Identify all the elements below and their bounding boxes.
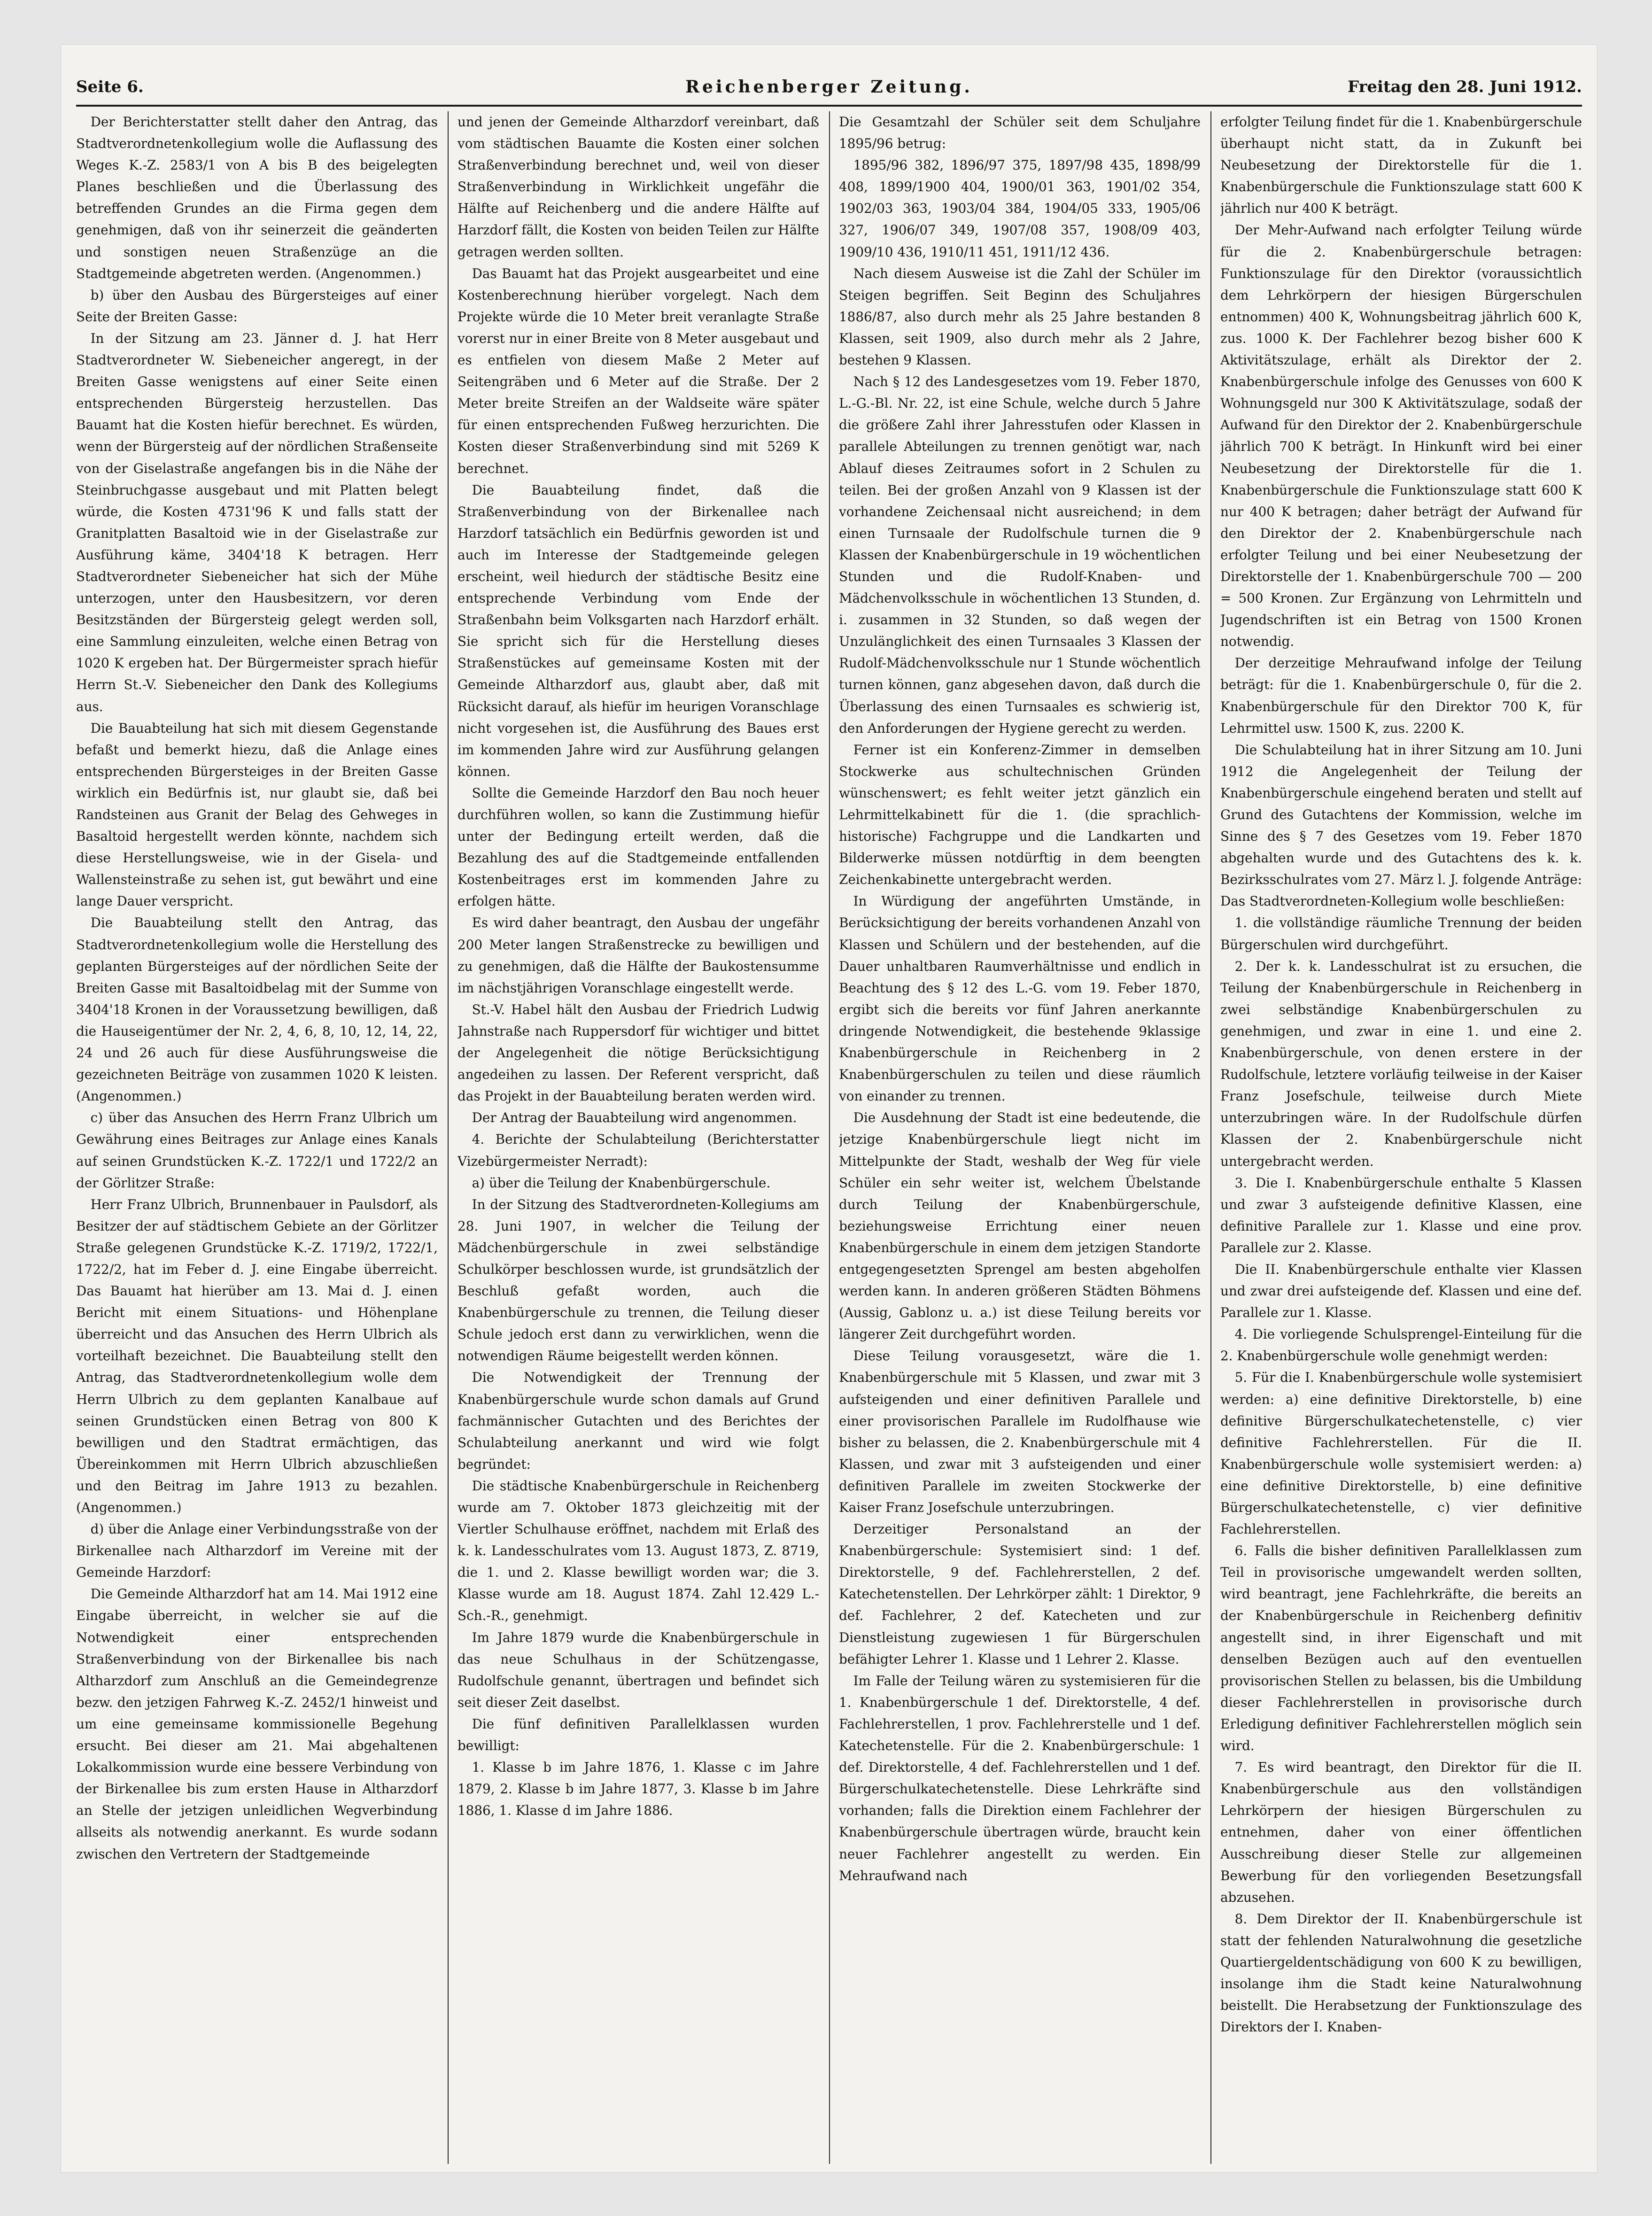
paragraph: Diese Teilung vorausgesetzt, wäre die 1. Knabenbürgerschule mit 5 Klassen, und zwar mit 3 aufsteigenden und einer definitiven Parallele und einer provisorischen Parallele im Rudolfhause wie bisher zu belassen, die 2. Knabenbürgerschule mit 4 Klassen, und zwar mit 3 aufsteigenden und einer definitiven Parallele im zweiten Stockwerke der Kaiser Franz Josefschule unterzubringen. (839, 1348, 1201, 1515)
paragraph: Derzeitiger Personalstand an der Knabenbürgerschule: Systemisiert sind: 1 def. Direktorstelle, 9 def. Fachlehrerstellen, 2 def. Katechetenstellen. Der Lehrkörper zählt: 1 Direktor, 9 def. Fachlehrer, 2 def. Katecheten und zur Dienstleistung zugewiesen 1 für Bürgerschulen befähigter Lehrer 1. Klasse und 1 Lehrer 2. Klasse. (839, 1521, 1201, 1667)
paragraph: erfolgter Teilung findet für die 1. Knabenbürgerschule überhaupt nicht statt, da in Zukunft bei Neubesetzung der Direktorstelle für die 1. Knabenbürgerschule die Funktionszulage statt 600 K jährlich nur 400 K beträgt. (1220, 114, 1582, 217)
paragraph: Ferner ist ein Konferenz-Zimmer in demselben Stockwerke aus schultechnischen Gründen wünschenswert; es fehlt weiter jetzt gänzlich ein Lehrmittelkabinett für die 1. (die sprachlich-historische) Fachgruppe und die Landkarten und Bilderwerke müssen notdürftig in dem beengten Zeichenkabinette untergebracht werden. (839, 742, 1201, 888)
text-column-2 (458, 111, 819, 2164)
header-rule (76, 105, 1582, 107)
paragraph: Die Gemeinde Altharzdorf hat am 14. Mai 1912 eine Eingabe überreicht, in welcher sie auf die Notwendigkeit einer entsprechenden Straßenverbindung von der Birkenallee bis nach Altharzdorf zum Anschluß an die Gemeindegrenze bezw. den jetzigen Fahrweg K.-Z. 2452/1 hinweist und um eine gemeinsame kommissionelle Begehung ersucht. Bei dieser am 21. Mai abgehaltenen Lokalkommission wurde eine bessere Verbindung von der Birkenallee bis zum ersten Hause in Altharzdorf an Stelle der jetzigen unleidlichen Wegverbindung allseits als notwendig anerkannt. Es wurde sodann zwischen den Vertretern der Stadtgemeinde (76, 1586, 438, 1862)
paragraph: Die Gesamtzahl der Schüler seit dem Schuljahre 1895/96 betrug: (839, 114, 1201, 152)
article-columns (76, 111, 1582, 2164)
paragraph: 6. Falls die bisher definitiven Parallelklassen zum Teil in provisorische umgewandelt werden sollten, wird beantragt, jene Fachlehrkräfte, die bereits an der Knabenbürgerschule in Reichenberg definitiv angestellt sind, in ihrer Eigenschaft und mit denselben Bezügen auch auf den eventuellen provisorischen Stellen zu belassen, bis die Umbildung dieser Fachlehrerstellen in provisorische durch Erledigung definitiver Fachlehrerstellen möglich sein wird. (1220, 1543, 1582, 1754)
paragraph: d) über die Anlage einer Verbindungsstraße von der Birkenallee nach Altharzdorf im Vereine mit der Gemeinde Harzdorf: (76, 1521, 438, 1581)
paragraph: Die Schulabteilung hat in ihrer Sitzung am 10. Juni 1912 die Angelegenheit der Teilung der Knabenbürgerschule eingehend beraten und stellt auf Grund des Gutachtens der Kommission, welche im Sinne des § 7 des Gesetzes vom 19. Feber 1870 abgehalten wurde und des Gutachtens des k. k. Bezirksschulrates vom 27. März l. J. folgende Anträge: Das Stadtverordneten-Kollegium wolle beschließen: (1220, 742, 1582, 909)
text-column-3 (839, 111, 1201, 2164)
paragraph: Nach § 12 des Landesgesetzes vom 19. Feber 1870, L.-G.-Bl. Nr. 22, ist eine Schule, welche durch 5 Jahre die größere Zahl ihrer Jahresstufen oder Klassen in parallele Abteilungen zu trennen genötigt war, nach Ablauf dieses Zeitraumes sofort in 2 Schulen zu teilen. Bei der großen Anzahl von 9 Klassen ist der vorhandene Zeichensaal nicht ausreichend; in dem einen Turnsaale der Rudolfschule turnen die 9 Klassen der Knabenbürgerschule in 19 wöchentlichen Stunden und die Rudolf-Knaben- und Mädchenvolksschule in wöchentlichen 13 Stunden, d. i. zusammen in 32 Stunden, so daß wegen der Unzulänglichkeit des einen Turnsaales 3 Klassen der Rudolf-Mädchenvolksschule nur 1 Stunde wöchentlich turnen können, ganz abgesehen davon, daß durch die Überlassung des einen Turnsaales es schwierig ist, den Anforderungen der Hygiene gerecht zu werden. (839, 374, 1201, 736)
paragraph: 4. Berichte der Schulabteilung (Berichterstatter Vizebürgermeister Nerradt): (458, 1131, 819, 1169)
paragraph: Im Falle der Teilung wären zu systemisieren für die 1. Knabenbürgerschule 1 def. Direktorstelle, 4 def. Fachlehrerstellen, 1 prov. Fachlehrerstelle und 1 def. Katechetenstelle. Für die 2. Knabenbürgerschule: 1 def. Direktorstelle, 4 def. Fachlehrerstellen und 1 def. Bürgerschulkatechetenstelle. Diese Lehrkräfte sind vorhanden; falls die Direktion einem Fachlehrer der Knabenbürgerschule übertragen würde, braucht kein neuer Fachlehrer angestellt zu werden. Ein Mehraufwand nach (839, 1673, 1201, 1883)
paragraph: und jenen der Gemeinde Altharzdorf vereinbart, daß vom städtischen Bauamte die Kosten einer solchen Straßenverbindung berechnet und, weil von dieser Straßenverbindung in Wirklichkeit ungefähr die Hälfte auf Reichenberg und die andere Hälfte auf Harzdorf fällt, die Kosten von beiden Teilen zur Hälfte getragen werden sollten. (458, 114, 819, 260)
paragraph: In der Sitzung am 23. Jänner d. J. hat Herr Stadtverordneter W. Siebeneicher angeregt, in der Breiten Gasse wenigstens auf einer Seite einen entsprechenden Bürgersteig herzustellen. Das Bauamt hat die Kosten hiefür berechnet. Es würden, wenn der Bürgersteig auf der nördlichen Straßenseite von der Giselastraße angefangen bis in die Nähe der Steinbruchgasse ausgebaut und mit Platten belegt würde, die Kosten 4731'96 K und falls statt der Granitplatten Basaltoid wie in der Giselastraße zur Ausführung käme, 3404'18 K betragen. Herr Stadtverordneter Siebeneicher hat sich der Mühe unterzogen, unter den Hausbesitzern, vor deren Besitzständen der Bürgersteig gelegt werden soll, eine Sammlung einzuleiten, welche einen Betrag von 1020 K ergeben hat. Der Bürgermeister sprach hiefür Herrn St.-V. Siebeneicher den Dank des Kollegiums aus. (76, 330, 438, 714)
page-header (76, 73, 1582, 101)
paragraph: In der Sitzung des Stadtverordneten-Kollegiums am 28. Juni 1907, in welcher die Teilung der Mädchenbürgerschule in zwei selbständige Schulkörper beschlossen wurde, ist grundsätzlich der Beschluß gefaßt worden, auch die Knabenbürgerschule zu trennen, die Teilung dieser Schule jedoch erst dann zu verwirklichen, wenn die notwendigen Räume beigestellt werden können. (458, 1196, 819, 1364)
paragraph: Die fünf definitiven Parallelklassen wurden bewilligt: (458, 1716, 819, 1754)
paragraph: Die II. Knabenbürgerschule enthalte vier Klassen und zwar drei aufsteigende def. Klassen und eine def. Parallele zur 1. Klasse. (1220, 1261, 1582, 1321)
paragraph: Das Bauamt hat das Projekt ausgearbeitet und eine Kostenberechnung hierüber vorgelegt. Nach dem Projekte würde die 10 Meter breit veranlagte Straße vorerst nur in einer Breite von 8 Meter ausgebaut und es entfielen von diesem Maße 2 Meter auf Seitengräben und 6 Meter auf die Straße. Der 2 Meter breite Streifen an der Waldseite wäre später für einen entsprechenden Fußweg herzurichten. Die Kosten dieser Straßenverbindung sind mit 5269 K berechnet. (458, 265, 819, 476)
paragraph: St.-V. Habel hält den Ausbau der Friedrich Ludwig Jahnstraße nach Ruppersdorf für wichtiger und bittet der Angelegenheit die nötige Berücksichtigung angedeihen zu lassen. Der Referent verspricht, daß das Projekt in der Bauabteilung beraten werden wird. (458, 1001, 819, 1104)
paragraph: 1. Klasse b im Jahre 1876, 1. Klasse c im Jahre 1879, 2. Klasse b im Jahre 1877, 3. Klasse b im Jahre 1886, 1. Klasse d im Jahre 1886. (458, 1759, 819, 1819)
paragraph: b) über den Ausbau des Bürgersteiges auf einer Seite der Breiten Gasse: (76, 287, 438, 325)
paragraph: a) über die Teilung der Knabenbürgerschule. (472, 1175, 771, 1191)
paragraph: Im Jahre 1879 wurde die Knabenbürgerschule in das neue Schulhaus in der Schützengasse, Rudolfschule genannt, übertragen und befindet sich seit dieser Zeit daselbst. (458, 1629, 819, 1710)
paragraph: In Würdigung der angeführten Umstände, in Berücksichtigung der bereits vorhandenen Anzahl von Klassen und Schülern und der bestehenden, auf die Dauer unhaltbaren Raumverhältnisse und endlich in Beachtung des § 12 des L.-G. vom 19. Feber 1870, ergibt sich die bereits vor fünf Jahren anerkannte dringende Notwendigkeit, die bestehende 9klassige Knabenbürgerschule in Reichenberg in 2 Knabenbürgerschulen zu teilen und diese räumlich von einander zu trennen. (839, 893, 1201, 1104)
paragraph: Die Bauabteilung hat sich mit diesem Gegenstande befaßt und bemerkt hiezu, daß die Anlage eines entsprechenden Bürgersteiges in der Breiten Gasse wirklich ein Bedürfnis ist, nur glaubt sie, daß bei Randsteinen aus Granit der Belag des Gehweges in Basaltoid hergestellt werden könnte, nachdem sich diese Herstellungsweise, wie in der Gisela- und Wallensteinstraße zu sehen ist, gut bewährt und eine lange Dauer verspricht. (76, 720, 438, 909)
newspaper-page (61, 45, 1597, 2172)
text-column-4 (1220, 111, 1582, 2164)
newspaper-title: Reichenberger Zeitung. (685, 77, 973, 97)
paragraph: 3. Die I. Knabenbürgerschule enthalte 5 Klassen und zwar 3 aufsteigende definitive Klassen, eine definitive Parallele zur 1. Klasse und eine prov. Parallele zur 2. Klasse. (1220, 1175, 1582, 1255)
paragraph: Der derzeitige Mehraufwand infolge der Teilung beträgt: für die 1. Knabenbürgerschule 0, für die 2. Knabenbürgerschule für den Direktor 700 K, für Lehrmittel usw. 1500 K, zus. 2200 K. (1220, 655, 1582, 736)
text-column-1 (76, 111, 438, 2164)
page-number: Seite 6. (76, 77, 144, 96)
paragraph: Sollte die Gemeinde Harzdorf den Bau noch heuer durchführen wollen, so kann die Zustimmung hiefür unter der Bedingung erteilt werden, daß die Bezahlung des auf die Stadtgemeinde entfallenden Kostenbeitrages erst im kommenden Jahre zu erfolgen hätte. (458, 785, 819, 909)
paragraph: 7. Es wird beantragt, den Direktor für die II. Knabenbürgerschule aus den vollständigen Lehrkörpern der hiesigen Bürgerschulen zu entnehmen, daher von einer öffentlichen Ausschreibung dieser Stelle zur allgemeinen Bewerbung für den vorliegenden Besetzungsfall abzusehen. (1220, 1759, 1582, 1905)
column-divider (829, 111, 830, 2164)
paragraph: Es wird daher beantragt, den Ausbau der ungefähr 200 Meter langen Straßenstrecke zu bewilligen und zu genehmigen, daß die Hälfte der Baukostensumme im nächstjährigen Voranschlage eingestellt werde. (458, 915, 819, 996)
issue-date: Freitag den 28. Juni 1912. (1347, 77, 1582, 96)
paragraph: 8. Dem Direktor der II. Knabenbürgerschule ist statt der fehlenden Naturalwohnung die gesetzliche Quartiergeldentschädigung von 600 K zu bewilligen, insolange ihm die Stadt keine Naturalwohnung beistellt. Die Herabsetzung der Funktionszulage des Direktors der I. Knaben- (1220, 1911, 1582, 2035)
paragraph: Die Ausdehnung der Stadt ist eine bedeutende, die jetzige Knabenbürgerschule liegt nicht im Mittelpunkte der Stadt, weshalb der Weg für viele Schüler ein sehr weiter ist, welchem Übelstande durch Teilung der Knabenbürgerschule, beziehungsweise Errichtung einer neuen Knabenbürgerschule in einem dem jetzigen Standorte entgegengesetzten Sprengel am besten abgeholfen werden kann. In anderen größeren Städten Böhmens (Aussig, Gablonz u. a.) ist diese Teilung bereits vor längerer Zeit durchgeführt worden. (839, 1110, 1201, 1342)
paragraph: Die Bauabteilung stellt den Antrag, das Stadtverordnetenkollegium wolle die Herstellung des geplanten Bürgersteiges auf der nördlichen Seite der Breiten Gasse mit Basaltoidbelag mit der Summe von 3404'18 Kronen in der Voraussetzung bewilligen, daß die Hauseigentümer der Nr. 2, 4, 6, 8, 10, 12, 14, 22, 24 und 26 auch für diese Ausführungsweise die gezeichneten Beiträge von zusammen 1020 K leisten. (Angenommen.) (76, 915, 438, 1104)
column-divider (1210, 111, 1211, 2164)
paragraph: Die Bauabteilung findet, daß die Straßenverbindung von der Birkenallee nach Harzdorf tatsächlich ein Bedürfnis geworden ist und auch im Interesse der Stadtgemeinde gelegen erscheint, weil hiedurch der städtische Besitz eine entsprechende Verbindung vom Ende der Straßenbahn beim Volksgarten nach Harzdorf erhält. Sie spricht sich für die Herstellung dieses Straßenstückes auf gemeinsame Kosten mit der Gemeinde Altharzdorf aus, glaubt aber, daß mit Rücksicht darauf, als hiefür im heurigen Voranschlage nicht vorgesehen ist, die Ausführung des Baues erst im kommenden Jahre wird zur Ausführung gelangen können. (458, 482, 819, 779)
paragraph: 1895/96 382, 1896/97 375, 1897/98 435, 1898/99 408, 1899/1900 404, 1900/01 363, 1901/02 354, 1902/03 363, 1903/04 384, 1904/05 333, 1905/06 327, 1906/07 349, 1907/08 357, 1908/09 403, 1909/10 436, 1910/11 451, 1911/12 436. (839, 157, 1201, 260)
paragraph: Der Berichterstatter stellt daher den Antrag, das Stadtverordnetenkollegium wolle die Auflassung des Weges K.-Z. 2583/1 von A bis B des beigelegten Planes beschließen und die Überlassung des betreffenden Grundes an die Firma gegen dem genehmigen, daß von ihr seinerzeit die geänderten und sonstigen neuen Straßenzüge an die Stadtgemeinde abgetreten werden. (Angenommen.) (76, 114, 438, 281)
paragraph: 2. Der k. k. Landesschulrat ist zu ersuchen, die Teilung der Knabenbürgerschule in Reichenberg in zwei selbständige Knabenbürgerschulen zu genehmigen, und zwar in eine 1. und eine 2. Knabenbürgerschule, von denen erstere in der Rudolfschule, letztere vorläufig teilweise in der Kaiser Franz Josefschule, teilweise durch Miete unterzubringen wäre. In der Rudolfschule dürfen Klassen der 2. Knabenbürgerschule nicht untergebracht werden. (1220, 958, 1582, 1169)
column-divider (448, 111, 449, 2164)
paragraph: 1. die vollständige räumliche Trennung der beiden Bürgerschulen wird durchgeführt. (1220, 915, 1582, 953)
paragraph: Die städtische Knabenbürgerschule in Reichenberg wurde am 7. Oktober 1873 gleichzeitig mit der Viertler Schulhause eröffnet, nachdem mit Erlaß des k. k. Landesschulrates vom 13. August 1873, Z. 8719, die 1. und 2. Klasse bewilligt worden war; die 3. Klasse wurde am 18. August 1874. Zahl 12.429 L.-Sch.-R., genehmigt. (458, 1478, 819, 1624)
paragraph: Herr Franz Ulbrich, Brunnenbauer in Paulsdorf, als Besitzer der auf städtischem Gebiete an der Görlitzer Straße gelegenen Grundstücke K.-Z. 1719/2, 1722/1, 1722/2, hat im Feber d. J. eine Eingabe überreicht. Das Bauamt hat hierüber am 13. Mai d. J. einen Bericht mit einem Situations- und Höhenplane überreicht und das Ansuchen des Herrn Ulbrich als vorteilhaft bezeichnet. Die Bauabteilung stellt den Antrag, das Stadtverordnetenkollegium wolle dem Herrn Ulbrich zu dem geplanten Kanalbaue auf seinen Grundstücken einen Betrag von 800 K bewilligen und den Stadtrat ermächtigen, das Übereinkommen mit Herrn Ulbrich abzuschließen und den Beitrag im Jahre 1913 zu bezahlen. (Angenommen.) (76, 1196, 438, 1515)
paragraph: 4. Die vorliegende Schulsprengel-Einteilung für die 2. Knabenbürgerschule wolle genehmigt werden: (1220, 1326, 1582, 1364)
paragraph: Der Mehr-Aufwand nach erfolgter Teilung würde für die 2. Knabenbürgerschule betragen: Funktionszulage für den Direktor (voraussichtlich dem Lehrkörpern der hiesigen Bürgerschulen entnommen) 400 K, Wohnungsbeitrag jährlich 600 K, zus. 1000 K. Der Fachlehrer bezog bisher 600 K Aktivitätszulage, erhält als Direktor der 2. Knabenbürgerschule infolge des Genusses von 600 K Wohnungsgeld nur 300 K Aktivitätszulage, sodaß der Aufwand für den Direktor der 2. Knabenbürgerschule jährlich 700 K beträgt. In Hinkunft wird bei einer Neubesetzung der Direktorstelle für die 1. Knabenbürgerschule die Funktionszulage statt 600 K nur 400 K betragen; daher beträgt der Aufwand für den Direktor der 2. Knabenbürgerschule nach erfolgter Teilung und bei einer Neubesetzung der Direktorstelle der 1. Knabenbürgerschule 700 — 200 = 500 Kronen. Zur Ergänzung von Lehrmitteln und Jugendschriften ist ein Betrag von 1500 Kronen notwendig. (1220, 222, 1582, 650)
paragraph: Der Antrag der Bauabteilung wird angenommen. (472, 1110, 797, 1126)
paragraph: Nach diesem Ausweise ist die Zahl der Schüler im Steigen begriffen. Seit Beginn des Schuljahres 1886/87, also durch mehr als 25 Jahre bestanden 8 Klassen, seit 1909, also durch mehr als 2 Jahre, bestehen 9 Klassen. (839, 265, 1201, 368)
paragraph: 5. Für die I. Knabenbürgerschule wolle systemisiert werden: a) eine definitive Direktorstelle, b) eine definitive Bürgerschulkatechetenstelle, c) vier definitive Fachlehrerstellen. Für die II. Knabenbürgerschule wolle systemisiert werden: a) eine definitive Direktorstelle, b) eine definitive Bürgerschulkatechetenstelle, c) vier definitive Fachlehrerstellen. (1220, 1370, 1582, 1537)
paragraph: c) über das Ansuchen des Herrn Franz Ulbrich um Gewährung eines Beitrages zur Anlage eines Kanals auf seinen Grundstücken K.-Z. 1722/1 und 1722/2 an der Görlitzer Straße: (76, 1110, 438, 1191)
paragraph: Die Notwendigkeit der Trennung der Knabenbürgerschule wurde schon damals auf Grund fachmännischer Gutachten und des Berichtes der Schulabteilung anerkannt und wird wie folgt begründet: (458, 1370, 819, 1472)
